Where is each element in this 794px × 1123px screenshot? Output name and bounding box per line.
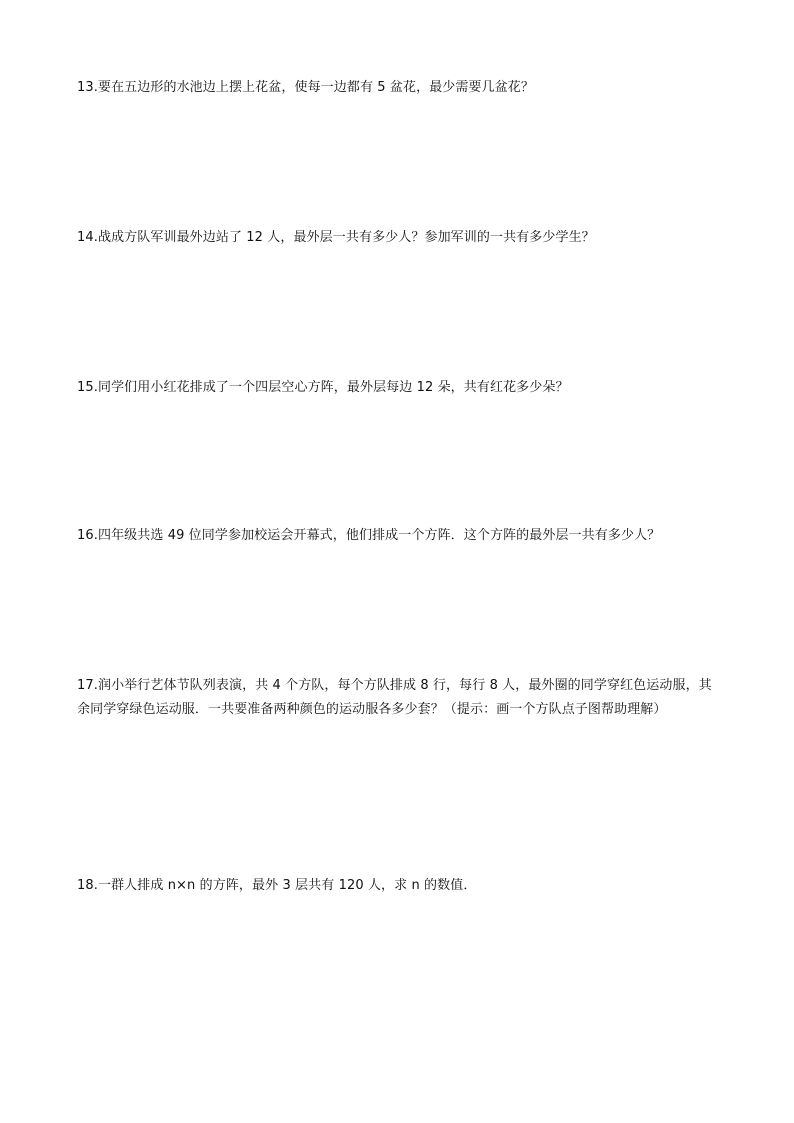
question-13: 13.要在五边形的水池边上摆上花盆，使每一边都有 5 盆花，最少需要几盆花？ xyxy=(77,80,535,95)
question-15: 15.同学们用小红花排成了一个四层空心方阵，最外层每边 12 朵，共有红花多少朵？ xyxy=(77,380,569,395)
question-16: 16.四年级共选 49 位同学参加校运会开幕式，他们排成一个方阵．这个方阵的最外层一共有多少人？ xyxy=(77,528,661,543)
question-17: 17.润小举行艺体节队列表演，共 4 个方队，每个方队排成 8 行，每行 8 人，最外圈的同学穿红色运动服，其余同学穿绿色运动服．一共要准备两种颜色的运动服各多少套？（提示：画一个方队点子图帮助理解） xyxy=(77,678,712,717)
question-18: 18.一群人排成 n×n 的方阵，最外 3 层共有 120 人，求 n 的数值． xyxy=(77,878,477,893)
question-14: 14.战成方队军训最外边站了 12 人，最外层一共有多少人？参加军训的一共有多少学生？ xyxy=(77,230,595,245)
